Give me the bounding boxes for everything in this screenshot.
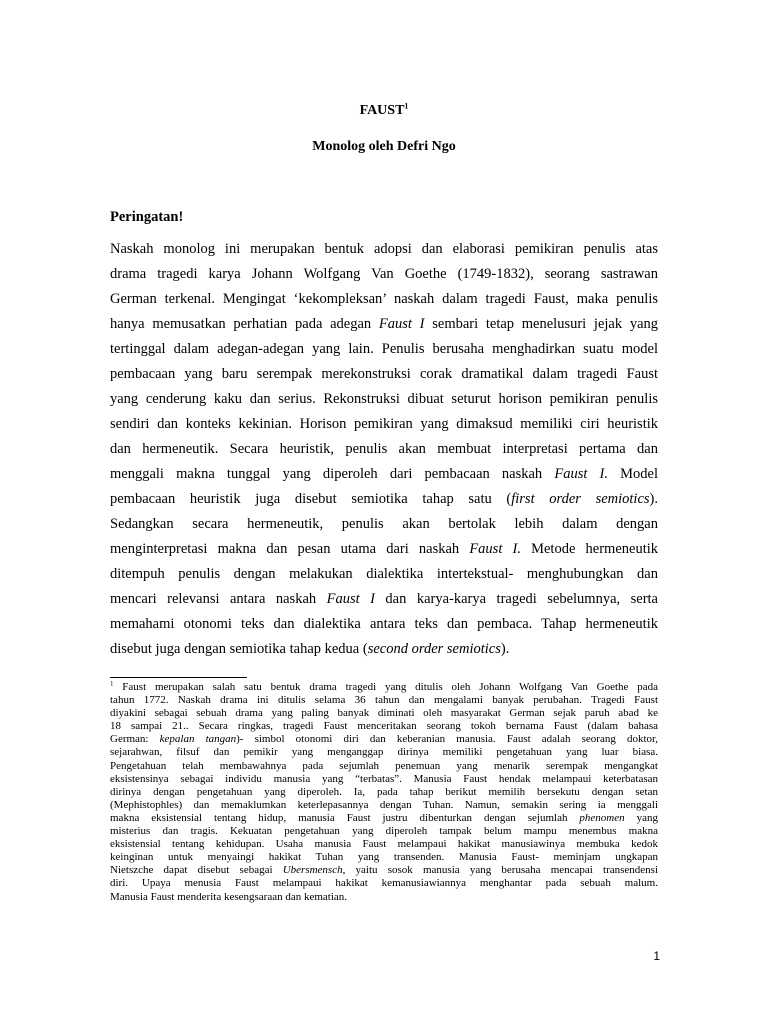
paragraph-line (110, 512, 658, 537)
text-segment: Model (608, 466, 658, 482)
text-segment: yang cenderung kaku dan serius. Rekonstruksi dibuat seturut horison pemikiran penulis (110, 391, 658, 407)
italic-text: kepalan tangan (159, 733, 237, 746)
footnote-line (110, 864, 658, 877)
text-segment: (Mephistophles) dan memaklumkan keterlepasannya dengan Tuhan. Namun, semakin sering ia menggali (110, 798, 658, 811)
text-segment: menginterpretasi makna dan pesan utama dari naskah (110, 541, 470, 557)
text-segment: sendiri dan konteks kekinian. Horison pemikiran yang dimaksud memiliki ciri heuristik (110, 416, 658, 432)
footnote-line (110, 812, 658, 825)
text-segment: diyakini sebagai sebuah drama yang paling banyak diminati oleh masyarakat German sejak paruh abad ke (110, 707, 658, 720)
document-subtitle: Monolog oleh Defri Ngo (312, 139, 456, 154)
paragraph-line (110, 362, 658, 387)
paragraph-line (110, 587, 658, 612)
footnote-line (110, 707, 658, 720)
section-heading: Peringatan! (110, 209, 184, 225)
paragraph-line (110, 287, 658, 312)
paragraph-line (110, 637, 658, 662)
paragraph-line (110, 387, 658, 412)
footnote-line (110, 760, 658, 773)
paragraph-line (110, 562, 658, 587)
paragraph-line (110, 612, 658, 637)
text-segment: makna eksistensial tentang hidup, manusia Faust justru dibenturkan dengan sejumlah (110, 811, 580, 824)
text-segment: menggali makna tunggal yang diperoleh dari pembacaan naskah (110, 466, 555, 482)
text-segment: dan hermeneutik. Secara heuristik, penulis akan membuat interpretasi pertama dan (110, 441, 658, 457)
text-segment: dirinya dengan pengetahuan yang diperoleh. Ia, pada tahap berikut memilih bersekutu dengan setan (110, 785, 658, 798)
paragraph-line (110, 462, 658, 487)
italic-text: phenomen (579, 811, 625, 824)
text-segment: , yaitu sosok manusia yang berusaha mencapai transendensi (342, 864, 658, 877)
text-segment: Faust merupakan salah satu bentuk drama tragedi yang ditulis oleh Johann Wolfgang Van Goethe pada (113, 681, 658, 693)
footnote-line (110, 681, 658, 694)
text-segment: keinginan untuk menyaingi hakikat Tuhan yang transenden. Manusia Faust- meminjam ungkapan (110, 851, 658, 864)
text-segment: sejarahwan, filsuf dan pemikir yang menganggap dirinya memiliki pengetahuan yang luar biasa. (110, 746, 658, 759)
paragraph-line (110, 237, 658, 262)
footnote-line (110, 786, 658, 799)
footnote-line (110, 746, 658, 759)
footnote-line (110, 694, 658, 707)
text-segment: eksistensial tentang kehidupan. Usaha manusia Faust melampaui hakikat manusiawinya membuka kedok (110, 838, 658, 851)
text-segment: German terkenal. Mengingat ‘kekompleksan’ naskah dalam tragedi Faust, maka penulis (110, 291, 658, 307)
text-segment: disebut juga dengan semiotika tahap kedua ( (110, 641, 368, 657)
document-title (0, 103, 768, 119)
text-segment: Pengetahuan telah membawahnya pada sejumlah penemuan yang menarik serempak mengangkat (110, 759, 658, 772)
footnote-line (110, 838, 658, 851)
text-segment: drama tragedi karya Johann Wolfgang Van Goethe (1749-1832), seorang sastrawan (110, 266, 658, 282)
text-segment: tahun 1772. Naskah drama ini ditulis selama 36 tahun dan mengalami banyak perubahan. Tragedi Faust (110, 694, 658, 707)
italic-text: second order semiotics (367, 641, 501, 657)
footnote-number: 1 (110, 681, 114, 688)
footnote-line (110, 877, 658, 890)
text-segment: memahami otonomi teks dan dialektika antara teks dan pembaca. Tahap hermeneutik (110, 616, 658, 632)
footnote-line (110, 720, 658, 733)
page-number: 1 (653, 949, 660, 963)
text-segment: hanya memusatkan perhatian pada adegan (110, 316, 379, 332)
paragraph-line (110, 537, 658, 562)
main-paragraph (110, 237, 658, 662)
paragraph-line (110, 437, 658, 462)
text-segment: ). (500, 641, 510, 657)
italic-text: Ubersmensch (282, 864, 343, 877)
title-footnote-mark: 1 (404, 101, 409, 111)
text-segment: eksistensinya sebagai individu manusia yang “terbatas”. Manusia Faust hendak melampaui keterbatasan (110, 772, 658, 785)
paragraph-line (110, 262, 658, 287)
text-segment: diri. Upaya menusia Faust melampaui hakikat kemanusiawiannya menghantar pada sebuah malum. (110, 877, 658, 890)
italic-text: Faust I. (554, 466, 608, 482)
text-segment: pembacaan yang baru serempak merekonstruksi corak dramatikal dalam tragedi Faust (110, 366, 658, 382)
text-segment: 18 sampai 21.. Secara ringkas, tragedi Faust menceritakan seorang tokoh bernama Faust (dalam bahasa (110, 720, 658, 733)
text-segment: tertinggal dalam adegan-adegan yang lain. Penulis berusaha menghadirkan suatu model (110, 341, 658, 357)
footnote-line (110, 891, 658, 904)
text-segment: ). (649, 491, 658, 507)
footnote-line (110, 851, 658, 864)
italic-text: first order semiotics (511, 491, 650, 507)
footnote (110, 681, 658, 904)
footnote-line (110, 773, 658, 786)
paragraph-line (110, 412, 658, 437)
text-segment: Naskah monolog ini merupakan bentuk adopsi dan elaborasi pemikiran penulis atas (110, 241, 658, 257)
text-segment: )- simbol otonomi diri dan keberanian manusia. Faust adalah seorang doktor, (236, 733, 658, 746)
footnote-line (110, 825, 658, 838)
footnote-separator (110, 677, 247, 678)
italic-text: Faust I (326, 591, 375, 607)
text-segment: Sedangkan secara hermeneutik, penulis akan bertolak lebih dalam dengan (110, 516, 658, 532)
footnote-line (110, 733, 658, 746)
italic-text: Faust I. (469, 541, 521, 557)
footnote-line (110, 799, 658, 812)
title-text: FAUST (359, 103, 405, 118)
text-segment: Nietszche dapat disebut sebagai (110, 864, 283, 877)
paragraph-line (110, 312, 658, 337)
text-segment: misterius dan tragis. Kekuatan pengetahuan yang diperoleh tampak belum mampu menembus makna (110, 825, 658, 838)
text-segment: Metode hermeneutik (520, 541, 658, 557)
text-segment: dan karya-karya tragedi sebelumnya, serta (374, 591, 658, 607)
text-segment: yang (624, 811, 658, 824)
text-segment: sembari tetap menelusuri jejak yang (424, 316, 658, 332)
text-segment: ditempuh penulis dengan melakukan dialektika intertekstual- menghubungkan dan (110, 566, 658, 582)
text-segment: pembacaan heuristik juga disebut semiotika tahap satu ( (110, 491, 512, 507)
text-segment: Manusia Faust menderita kesengsaraan dan kematian. (110, 890, 348, 903)
paragraph-line (110, 337, 658, 362)
text-segment: German: (110, 733, 160, 746)
text-segment: mencari relevansi antara naskah (110, 591, 327, 607)
paragraph-line (110, 487, 658, 512)
italic-text: Faust I (378, 316, 425, 332)
